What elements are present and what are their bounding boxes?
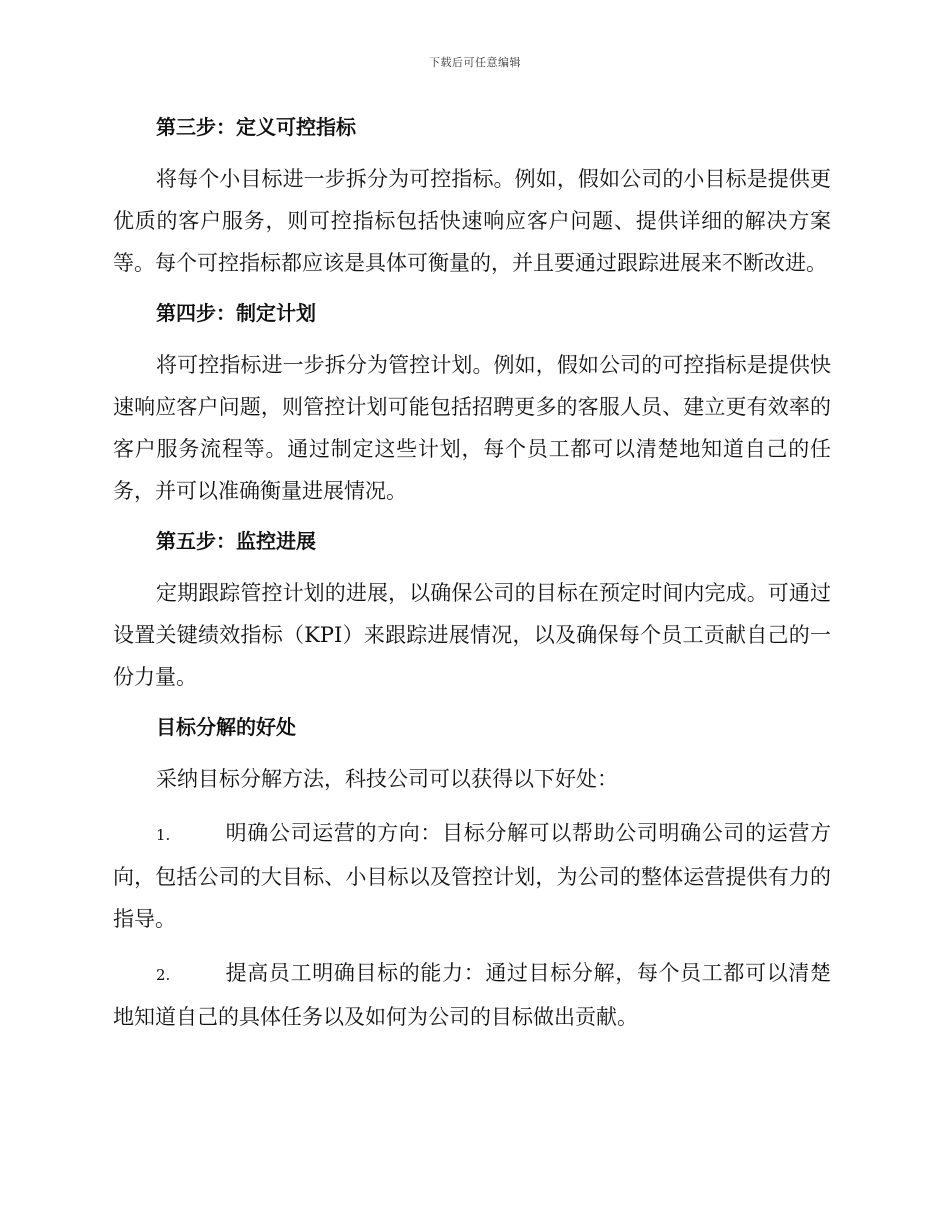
benefit-item-1-number: 1. [156,826,171,844]
benefit-item-2-text: 提高员工明确目标的能力：通过目标分解，每个员工都可以清楚地知道自己的具体任务以及如何为公司的目标做出贡献。 [113,961,831,1029]
benefit-item-2-number: 2. [156,966,171,984]
benefits-intro: 采纳目标分解方法，科技公司可以获得以下好处： [156,767,618,791]
step3-paragraph: 将每个小目标进一步拆分为可控指标。例如，假如公司的小目标是提供更优质的客户服务，则可控指标包括快速响应客户问题、提供详细的解决方案等。每个可控指标都应该是具体可衡量的，并且要通过跟踪进展来不断改进。 [113,167,831,275]
step4-heading: 第四步：制定计划 [156,301,316,325]
step5-paragraph: 定期跟踪管控计划的进展，以确保公司的目标在预定时间内完成。可通过设置关键绩效指标（KPI）来跟踪进展情况，以及确保每个员工贡献自己的一份力量。 [113,581,831,689]
document-body [113,110,831,1050]
step3-heading: 第三步：定义可控指标 [156,115,356,139]
benefit-item-1 [113,812,831,940]
step5-heading: 第五步：监控进展 [156,529,316,553]
benefit-item-2 [113,952,831,1038]
step4-paragraph: 将可控指标进一步拆分为管控计划。例如，假如公司的可控指标是提供快速响应客户问题，则管控计划可能包括招聘更多的客服人员、建立更有效率的客户服务流程等。通过制定这些计划，每个员工都可以清楚地知道自己的任务，并可以准确衡量进展情况。 [113,353,831,503]
page-header: 下载后可任意编辑 [429,56,521,69]
benefits-heading: 目标分解的好处 [156,715,296,739]
benefit-item-1-text: 明确公司运营的方向：目标分解可以帮助公司明确公司的运营方向，包括公司的大目标、小目标以及管控计划，为公司的整体运营提供有力的指导。 [113,821,831,931]
